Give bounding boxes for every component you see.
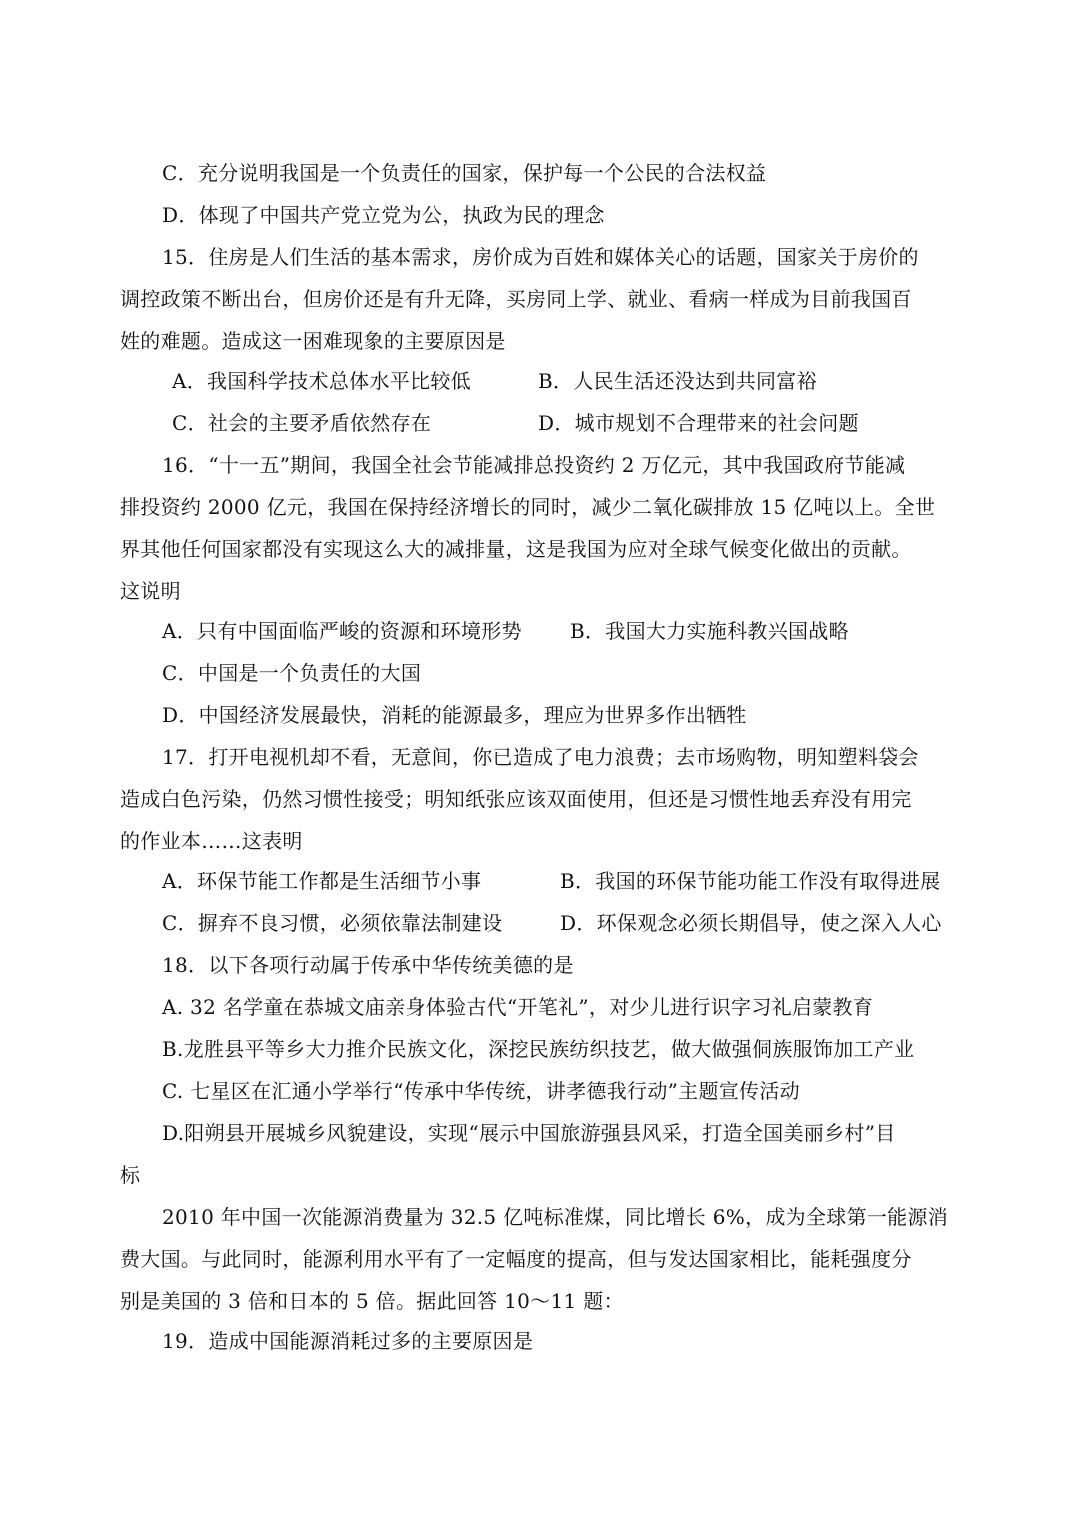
- q16-option-d: D．中国经济发展最快，消耗的能源最多，理应为世界多作出牺牲: [162, 703, 747, 727]
- q18-option-d-line-2: 标: [120, 1163, 141, 1187]
- passage-line-2: 费大国。与此同时，能源利用水平有了一定幅度的提高，但与发达国家相比，能耗强度分: [120, 1247, 912, 1271]
- q17-option-b: B．我国的环保节能功能工作没有取得进展: [560, 869, 941, 893]
- q16-stem-line-1: 16．“十一五”期间，我国全社会节能减排总投资约 2 万亿元，其中我国政府节能减: [162, 453, 906, 477]
- q17-option-c: C．摒弃不良习惯，必须依靠法制建设: [162, 911, 503, 935]
- q15-stem-line-3: 姓的难题。造成这一困难现象的主要原因是: [120, 329, 506, 353]
- q15-option-b: B．人民生活还没达到共同富裕: [538, 369, 817, 393]
- q17-stem-line-2: 造成白色污染，仍然习惯性接受；明知纸张应该双面使用，但还是习惯性地丢弃没有用完: [120, 787, 912, 811]
- q16-stem-line-4: 这说明: [120, 579, 181, 603]
- q18-option-b: B.龙胜县平等乡大力推介民族文化，深挖民族纺织技艺，做大做强侗族服饰加工产业: [162, 1037, 915, 1061]
- passage-line-1: 2010 年中国一次能源消费量为 32.5 亿吨标准煤，同比增长 6%，成为全球第一能源消: [162, 1205, 949, 1229]
- q16-stem-line-2: 排投资约 2000 亿元，我国在保持经济增长的同时，减少二氧化碳排放 15 亿吨以上。全世: [120, 495, 936, 519]
- q17-stem-line-3: 的作业本……这表明: [120, 829, 303, 853]
- q16-option-c: C．中国是一个负责任的大国: [162, 661, 422, 685]
- q14-option-d: D．体现了中国共产党立党为公，执政为民的理念: [162, 203, 605, 227]
- q15-stem-line-1: 15．住房是人们生活的基本需求，房价成为百姓和媒体关心的话题，国家关于房价的: [162, 245, 919, 269]
- q16-option-b: B．我国大力实施科教兴国战略: [570, 619, 849, 643]
- q15-option-c: C．社会的主要矛盾依然存在: [172, 411, 432, 435]
- q17-option-a: A．环保节能工作都是生活细节小事: [162, 869, 482, 893]
- q19-stem: 19．造成中国能源消耗过多的主要原因是: [162, 1329, 534, 1353]
- passage-line-3: 别是美国的 3 倍和日本的 5 倍。据此回答 10～11 题：: [120, 1289, 624, 1313]
- q15-option-d: D．城市规划不合理带来的社会问题: [538, 411, 859, 435]
- q18-option-d-line-1: D.阳朔县开展城乡风貌建设，实现“展示中国旅游强县风采，打造全国美丽乡村”目: [162, 1121, 896, 1145]
- q15-stem-line-2: 调控政策不断出台，但房价还是有升无降，买房同上学、就业、看病一样成为目前我国百: [120, 287, 912, 311]
- q16-option-a: A．只有中国面临严峻的资源和环境形势: [162, 619, 522, 643]
- q18-option-a: A. 32 名学童在恭城文庙亲身体验古代“开笔礼”，对少儿进行识字习礼启蒙教育: [162, 995, 874, 1019]
- q14-option-c: C．充分说明我国是一个负责任的国家，保护每一个公民的合法权益: [162, 161, 767, 185]
- q15-option-a: A．我国科学技术总体水平比较低: [172, 369, 471, 393]
- q16-stem-line-3: 界其他任何国家都没有实现这么大的减排量，这是我国为应对全球气候变化做出的贡献。: [120, 537, 912, 561]
- q17-option-d: D．环保观念必须长期倡导，使之深入人心: [560, 911, 942, 935]
- q18-stem: 18．以下各项行动属于传承中华传统美德的是: [162, 953, 574, 977]
- q17-stem-line-1: 17．打开电视机却不看，无意间，你已造成了电力浪费；去市场购物，明知塑料袋会: [162, 745, 919, 769]
- q18-option-c: C. 七星区在汇通小学举行“传承中华传统，讲孝德我行动”主题宣传活动: [162, 1079, 800, 1103]
